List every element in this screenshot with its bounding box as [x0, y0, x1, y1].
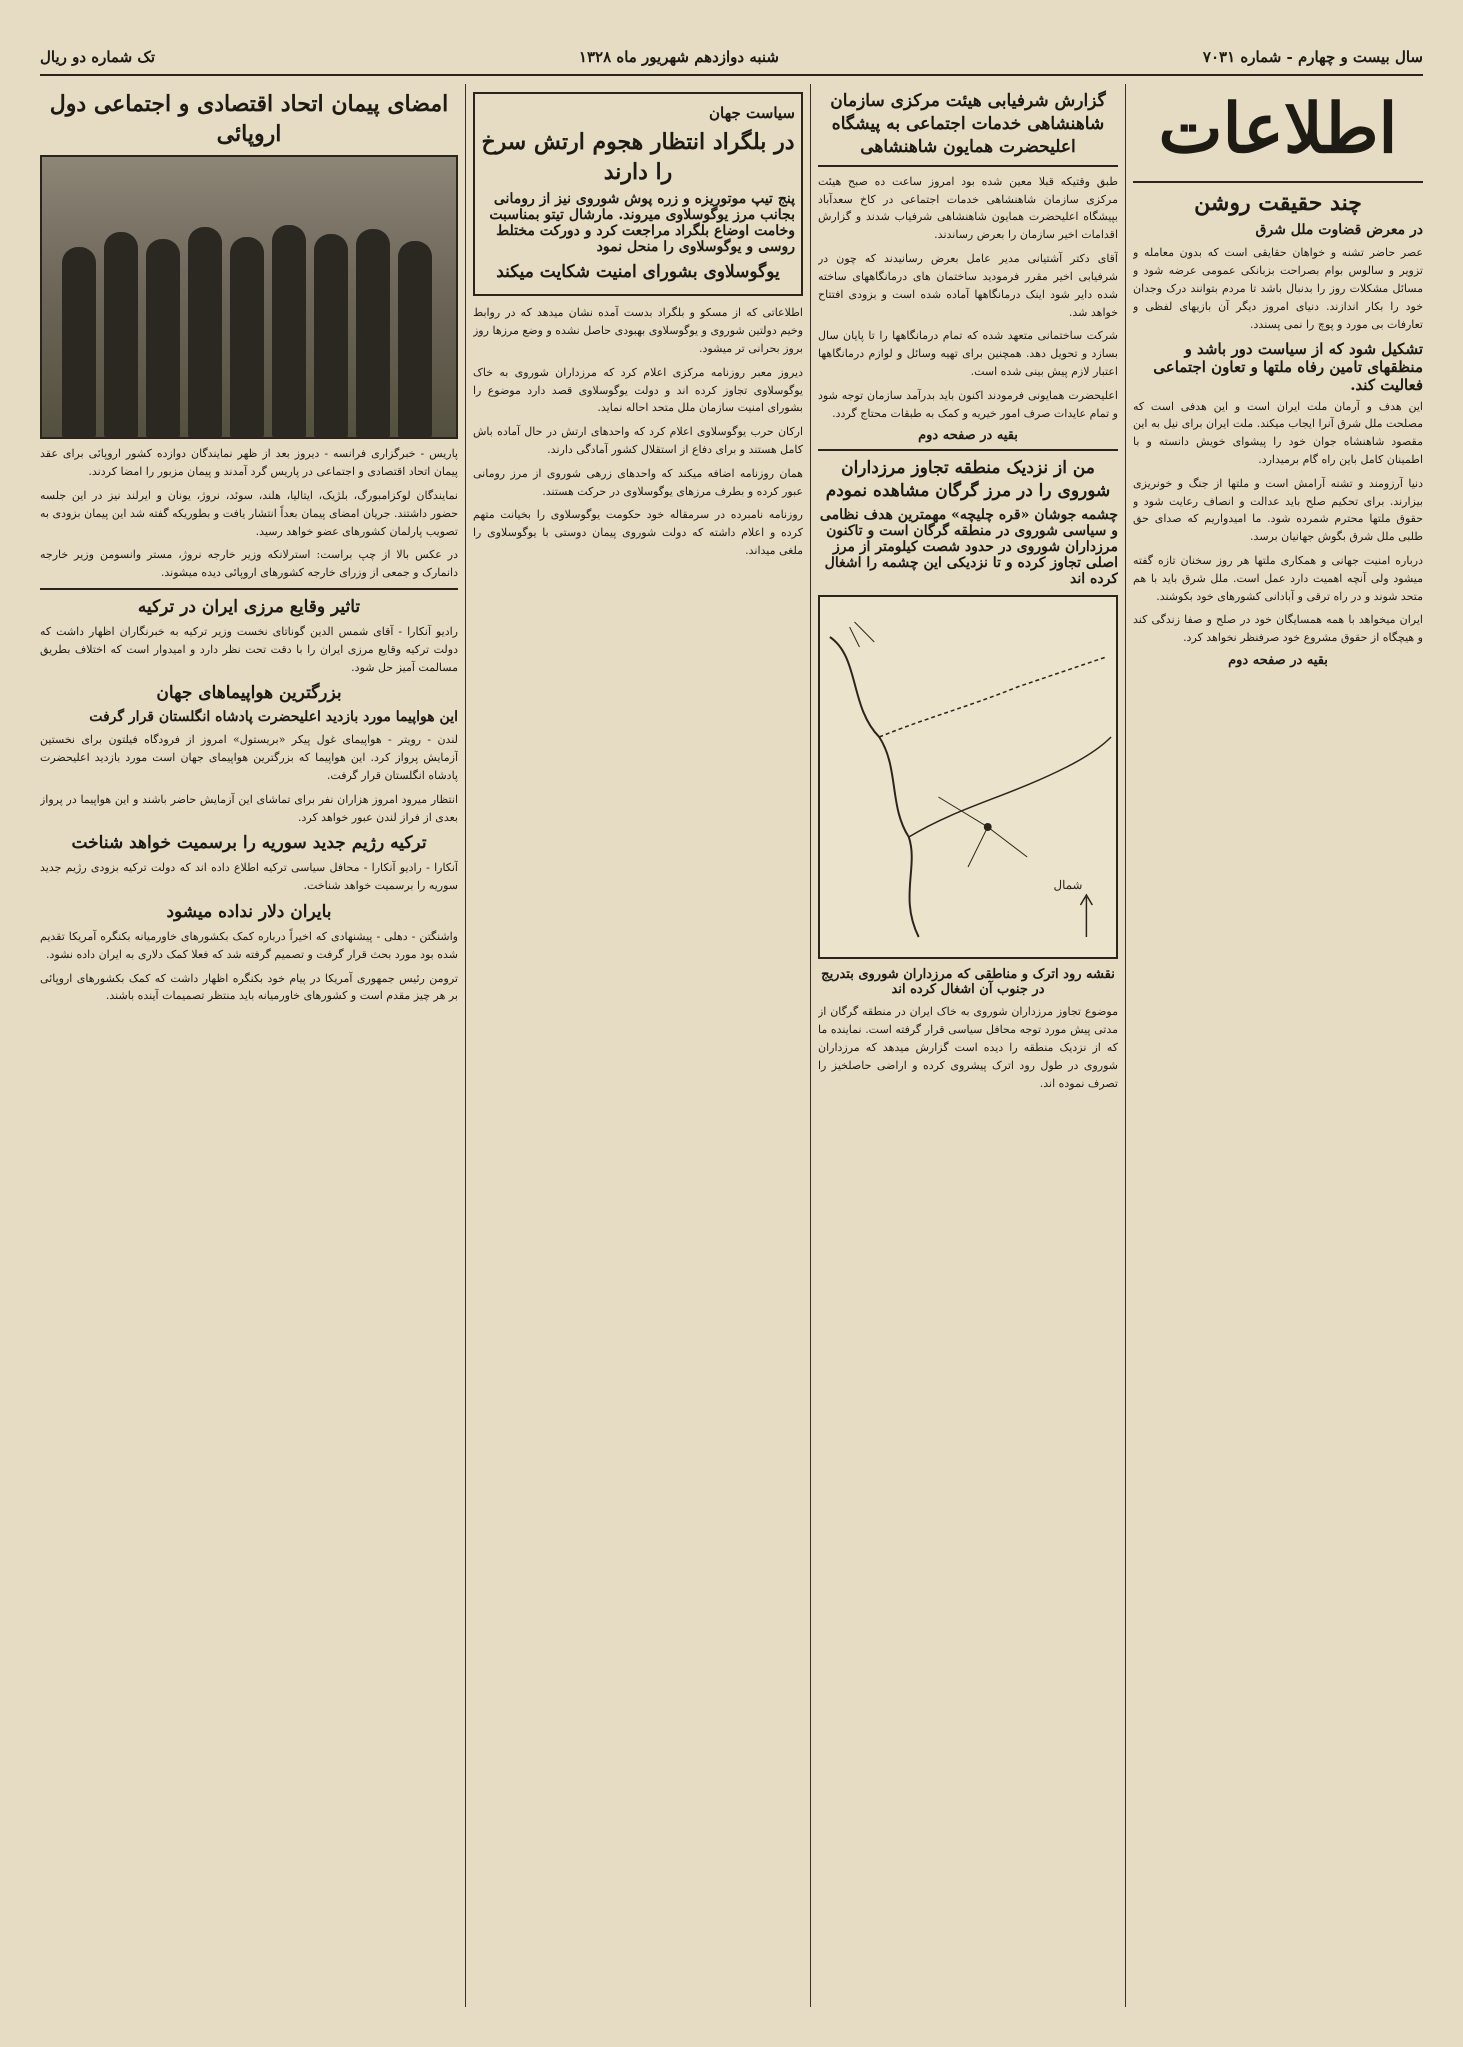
- world-section-box: [473, 92, 803, 296]
- newspaper-page: [40, 40, 1423, 2007]
- editorial-paragraph: عصر حاضر تشنه و خواهان حقایقی است که بدون معامله و تزویر و سالوس بوام بصراحت بزبانکی عمومی عرضه شود و مسائل مشکلات روز را بدنبال باشد تا مردم بتوانند درک وجدان خود را بکار اندازند. دنیای امروز دیگر آن بازیهای لفظی و تعارفات بی مورد و پوچ را نمی پسندد.: [1133, 246, 1423, 331]
- continued-note: بقیه در صفحه دوم: [918, 428, 1018, 444]
- dateline-bar: [40, 40, 1423, 76]
- editorial-subhead: در معرض قضاوت ملل شرق: [1255, 222, 1423, 239]
- aircraft-paragraph: لندن - رویتر - هواپیمای غول پیکر «بریستول» امروز از فرودگاه فیلتون برای نخستین آزمایش پرواز کرد. این هواپیما که بزرگترین هواپیمای جهان است مورد بازدید اعلیحضرت پادشاه انگلستان قرار گرفت.: [40, 733, 458, 782]
- report-paragraph: اعلیحضرت همایونی فرمودند اکنون باید بدرآمد سازمان توجه شود و تمام عایدات صرف امور خیریه و کمک به طبقات محتاج گردد.: [818, 388, 1118, 420]
- column-world-politics: [473, 84, 803, 2007]
- editorial-paragraph: ایران میخواهد با همه همسایگان خود در صلح و صفا زندگی کند و هیچگاه از حقوق مشروع خود صرفنظر نخواهد کرد.: [1133, 613, 1423, 645]
- masthead-logo: اطلاعات: [1158, 89, 1398, 169]
- belgrade-paragraph: ارکان حرب یوگوسلاوی اعلام کرد که واحدهای ارتش در حال آماده باش کامل هستند و برای دفاع از استقلال کشور آمادگی دارند.: [473, 425, 803, 456]
- belgrade-subhead: پنج تیپ موتوریزه و زره پوش شوروی نیز از رومانی بجانب مرز یوگوسلاوی میروند. مارشال تیتو بمناسبت وخامت اوضاع بلگراد مراجعت کرد و دورکت مختلط روسی و یوگوسلاوی را منحل نمود: [489, 191, 795, 256]
- aircraft-paragraph: انتظار میرود امروز هزاران نفر برای تماشای این آزمایش حاضر باشند و این هواپیما در پرواز بعدی از فراز لندن عبور خواهد کرد.: [40, 792, 458, 824]
- pact-paragraph: در عکس بالا از چپ براست: استرلانکه وزیر خارجه نروژ، مستر وانسومن وزیر خارجه دانمارک و جمعی از وزرای خارجه کشورهای اروپائی دیده میشوند.: [40, 548, 458, 580]
- aircraft-subhead: این هواپیما مورد بازدید اعلیحضرت پادشاه انگلستان قرار گرفت: [89, 709, 458, 726]
- pact-paragraph: نمایندگان لوکزامبورگ، بلژیک، ایتالیا، هلند، سوئد، نروژ، یونان و ایرلند نیز در این جلسه حضور داشتند. جریان امضای پیمان بعداً انتشار یافت و بطوریکه گفته شد این پیمان بزودی به تصویب پارلمان کشورهای عضو خواهد رسید.: [40, 489, 458, 538]
- border-article-subhead: چشمه جوشان «قره چلیچه» مهمترین هدف نظامی و سیاسی شوروی در منطقه گرگان است و تاکنون مرزداران شوروی در حدود شصت کیلومتر از مرز اصلی تجاوز کرده و تا نزدیکی این چشمه را اشغال کرده اند: [819, 507, 1118, 588]
- map-drawing: [820, 597, 1116, 957]
- border-article-paragraph: موضوع تجاوز مرزداران شوروی به خاک ایران در منطقه گرگان از مدتی پیش مورد توجه محافل سیاسی قرار گرفته است. نماینده ما که از نزدیک منطقه را دیده است گزارش میدهد که مرزداران شوروی در طول رود اترک پیشروی کرده و اراضی حاصلخیز را تصرف نموده اند.: [818, 1005, 1118, 1090]
- map-caption: نقشه رود اترک و مناطقی که مرزداران شوروی بتدریج در جنوب آن اشغال کرده اند: [821, 967, 1115, 998]
- map-north-label: شمال: [1053, 878, 1083, 893]
- editorial-headline: چند حقیقت روشن: [1194, 189, 1362, 216]
- issue-date: شنبه دوازدهم شهریور ماه ۱۳۲۸: [578, 48, 779, 66]
- belgrade-paragraph: اطلاعاتی که از مسکو و بلگراد بدست آمده نشان میدهد که در روابط وخیم دولتین شوروی و یوگوسلاوی بهبودی حاصل نشده و وضع مرزها روز بروز بحرانی تر میشود.: [473, 306, 803, 355]
- border-article-headline: من از نزدیک منطقه تجاوز مرزداران شوروی را در مرز گرگان مشاهده نمودم: [825, 458, 1111, 502]
- turkey-paragraph: رادیو آنکارا - آقای شمس الدین گوناتای نخست وزیر ترکیه به خبرنگاران اظهار داشت که دولت ترکیه وقایع مرزی ایران را با دقت تحت نظر دارد و امیدوار است که اختلاف بطریق مسالمت آمیز حل شود.: [40, 625, 458, 674]
- syria-paragraph: آنکارا - رادیو آنکارا - محافل سیاسی ترکیه اطلاع داده اند که دولت ترکیه بزودی رژیم جدید سوریه را برسمیت خواهد شناخت.: [40, 861, 458, 893]
- report-paragraph: طبق وقتیکه قبلا معین شده بود امروز ساعت ده صبح هیئت مرکزی سازمان شاهنشاهی خدمات اجتماعی در کاخ سعدآباد بپیشگاه اعلیحضرت همایون شاهنشاهی شرفیاب شدند و گزارش اقدامات اخیر سازمان را بعرض رساندند.: [818, 174, 1118, 242]
- continued-note: بقیه در صفحه دوم: [1228, 653, 1328, 669]
- belgrade-paragraph: روزنامه نامبرده در سرمقاله خود حکومت یوگوسلاوی را بخیانت متهم کرده و اعلام داشته که دولت شوروی پیمان دوستی با یوگوسلاوی را ملغی میداند.: [473, 508, 803, 558]
- aircraft-headline: بزرگترین هواپیماهای جهان: [156, 683, 342, 704]
- report-paragraph: شرکت ساختمانی متعهد شده که تمام درمانگاهها را تا پایان سال بسازد و تحویل دهد. همچنین برای تهیه وسائل و لوازم درمانگاهها اعتبار لازم پیش بینی شده است.: [818, 329, 1118, 378]
- issue-number: سال بیست و چهارم - شماره ۷۰۳۱: [1202, 48, 1423, 66]
- column-report: [818, 84, 1118, 2007]
- atrak-border-map: [818, 595, 1118, 959]
- dollar-headline: بایران دلار نداده میشود: [166, 902, 332, 922]
- syria-headline: ترکیه رژیم جدید سوریه را برسمیت خواهد شناخت: [71, 833, 427, 854]
- yugoslavia-headline: یوگوسلاوی بشورای امنیت شکایت میکند: [496, 262, 780, 283]
- editorial-emphasis: تشکیل شود که از سیاست دور باشد و منظقهای تامین رفاه ملتها و تعاون اجتماعی فعالیت کند.: [1153, 339, 1423, 394]
- editorial-paragraph: درباره امنیت جهانی و همکاری ملتها هر روز سخنان تازه گفته میشود ولی آنچه اهمیت دارد عمل است. ملل شرق باید با هم متحد شوند و در راه ترقی و آبادانی کشورهای خود بکوشند.: [1133, 554, 1423, 603]
- photo-caption: پاریس - خبرگزاری فرانسه - دیروز بعد از ظهر نمایندگان دوازده کشور اروپائی برای عقد پیمان اتحاد اقتصادی و اجتماعی در پاریس گرد آمدند و پیمان مزبور را امضا کردند.: [40, 447, 458, 479]
- report-paragraph: آقای دکتر آشتیانی مدیر عامل بعرض رسانیدند که چون در شرفیابی اخیر مقرر فرمودید ساختمان های درمانگاههای ساخته شده دایر شود اینک درمانگاهها آماده شده است و بزودی افتتاح خواهد شد.: [818, 252, 1118, 319]
- report-headline: گزارش شرفیابی هیئت مرکزی سازمان شاهنشاهی خدمات اجتماعی به پیشگاه اعلیحضرت همایون شاهنشاهی: [830, 91, 1106, 157]
- ministers-photo: [40, 155, 458, 439]
- column-european-pact: [40, 84, 458, 2007]
- dollar-paragraph: واشنگتن - دهلی - پیشنهادی که اخیراً درباره کمک بکشورهای خاورمیانه بکنگره آمریکا تقدیم شده بود مورد بحث قرار گرفت و تصمیم گرفته شد که فعلا کمک دلاری به ایران داده نشود.: [40, 929, 458, 961]
- belgrade-paragraph: همان روزنامه اضافه میکند که واحدهای زرهی شوروی از مرز رومانی عبور کرده و بطرف مرزهای یوگوسلاوی در حرکت هستند.: [473, 466, 803, 498]
- dollar-paragraph: ترومن رئیس جمهوری آمریکا در پیام خود بکنگره اظهار داشت که کمک بکشورهای اروپائی بر هر چیز مقدم است و کشورهای خاورمیانه باید منتظر تصمیمات آینده باشند.: [40, 971, 458, 1003]
- turkey-headline: تاثیر وقایع مرزی ایران در ترکیه: [137, 597, 361, 618]
- belgrade-paragraph: دیروز معبر روزنامه مرکزی اعلام کرد که مرزداران شوروی به خاک یوگوسلاوی تجاوز کرده اند و دولت یوگوسلاوی قصد دارد موضوع را بشورای امنیت سازمان ملل متحد احاله نماید.: [473, 365, 803, 415]
- issue-price: تک شماره دو ریال: [40, 48, 155, 66]
- column-editorial: [1133, 84, 1423, 2007]
- editorial-paragraph: این هدف و آرمان ملت ایران است و این هدفی است که مصلحت ملل شرق آنرا ایجاب میکند. ملت ایران برای نیل به این مقصود شاهنشاه جوان خود را پیشوای خویش دانسته و با اطمینان کامل باین راه گام برمیدارد.: [1133, 399, 1423, 466]
- belgrade-headline: در بلگراد انتظار هجوم ارتش سرخ را دارند: [481, 129, 795, 185]
- pact-headline: امضای پیمان اتحاد اقتصادی و اجتماعی دول اروپائی: [49, 91, 449, 147]
- section-label: سیاست جهان: [709, 104, 795, 122]
- editorial-paragraph: دنیا آرزومند و تشنه آرامش است و ملتها از جنگ و خونریزی بیزارند. برای تحکیم صلح باید عدالت و انصاف رعایت شود و حقوق ملتها محترم شمرده شود. ما امیدواریم که صدای حق طلبی ملل شرق بگوش جهانیان برسد.: [1133, 476, 1423, 544]
